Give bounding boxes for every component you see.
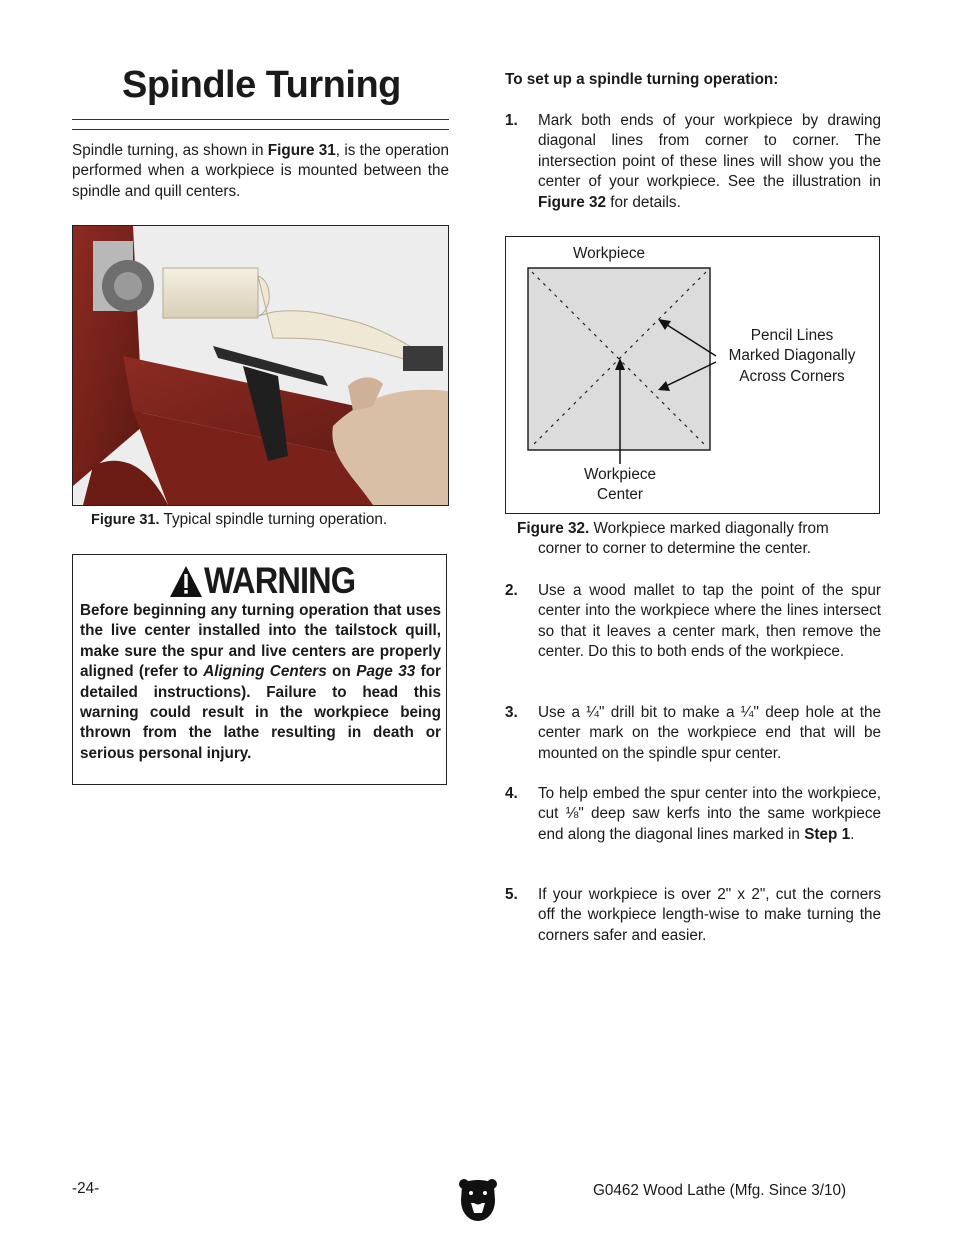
warning-heading <box>169 561 376 601</box>
bear-logo-icon <box>458 1176 498 1222</box>
pencil-lines-label: Pencil Lines Marked Diagonally Across Corners <box>728 327 856 385</box>
figure-31-caption: Figure 31. Typical spindle turning operation. <box>91 511 388 528</box>
figure-32-label: Figure 32. <box>517 520 590 537</box>
step-number: 2. <box>505 582 518 599</box>
page-number: -24- <box>72 1180 100 1197</box>
workpiece-label: Workpiece <box>573 245 645 262</box>
step-number: 1. <box>505 112 518 129</box>
step-text: Use a ¼" drill bit to make a ¼" deep hole at the center mark on the workpiece end that will be mounted on the spindle spur center. <box>538 704 881 762</box>
step-text: If your workpiece is over 2" x 2", cut the corners off the workpiece length-wise to make turning the corners safer and easier. <box>538 886 881 944</box>
title-rule-top <box>72 119 449 120</box>
page-title: Spindle Turning <box>122 64 401 106</box>
figure-31-label: Figure 31. <box>91 512 160 528</box>
step-number: 5. <box>505 886 518 903</box>
warning-box <box>72 554 447 785</box>
title-rule-bottom <box>72 129 449 130</box>
figure-32-caption: Figure 32. Workpiece marked diagonally from corner to corner to determine the center. <box>517 520 829 558</box>
steps-heading: To set up a spindle turning operation: <box>505 71 779 88</box>
step-5 <box>505 885 881 946</box>
model-footer: G0462 Wood Lathe (Mfg. Since 3/10) <box>593 1182 847 1199</box>
figure-31-ref: Figure 31 <box>267 142 336 159</box>
step-4 <box>505 784 881 845</box>
step-2 <box>505 581 881 663</box>
intro-paragraph: Spindle turning, as shown in Figure 31, is the operation performed when a workpiece is mounted between the spindle and quill centers. <box>72 142 449 200</box>
step-number: 3. <box>505 704 518 721</box>
figure-32-diagram <box>505 236 880 514</box>
step-1 <box>505 111 881 213</box>
step-text: To help embed the spur center into the workpiece, cut ⅛" deep saw kerfs into the same workpiece end along the diagonal lines marked in Step 1. <box>538 785 881 843</box>
step-text: Use a wood mallet to tap the point of the spur center into the workpiece where the lines intersect so that it leaves a center mark, then remove the center. Do this to both ends of the workpiece. <box>538 582 881 661</box>
warning-triangle-icon <box>169 565 203 598</box>
step-number: 4. <box>505 785 518 802</box>
workpiece-center-label: Workpiece Center <box>584 466 656 504</box>
figure-31-photo <box>72 225 449 506</box>
step-text: Mark both ends of your workpiece by drawing diagonal lines from corner to corner. The intersection point of these lines will show you the center of your workpiece. See the illustration in Figure 32 for details. <box>538 112 881 211</box>
aligning-centers-ref: Aligning Centers <box>203 663 327 681</box>
page-33-ref: Page 33 <box>356 663 416 681</box>
step-3 <box>505 703 881 764</box>
warning-title: WARNING <box>204 560 356 601</box>
warning-text: Before beginning any turning operation that uses the live center installed into the tailstock quill, make sure the spur and live centers are properly aligned (refer to Aligning Centers on Page 33 for detailed instructions). Failure to head this warning could result in the workpiece being thrown from the lathe resulting in death or serious personal injury. <box>80 602 441 762</box>
